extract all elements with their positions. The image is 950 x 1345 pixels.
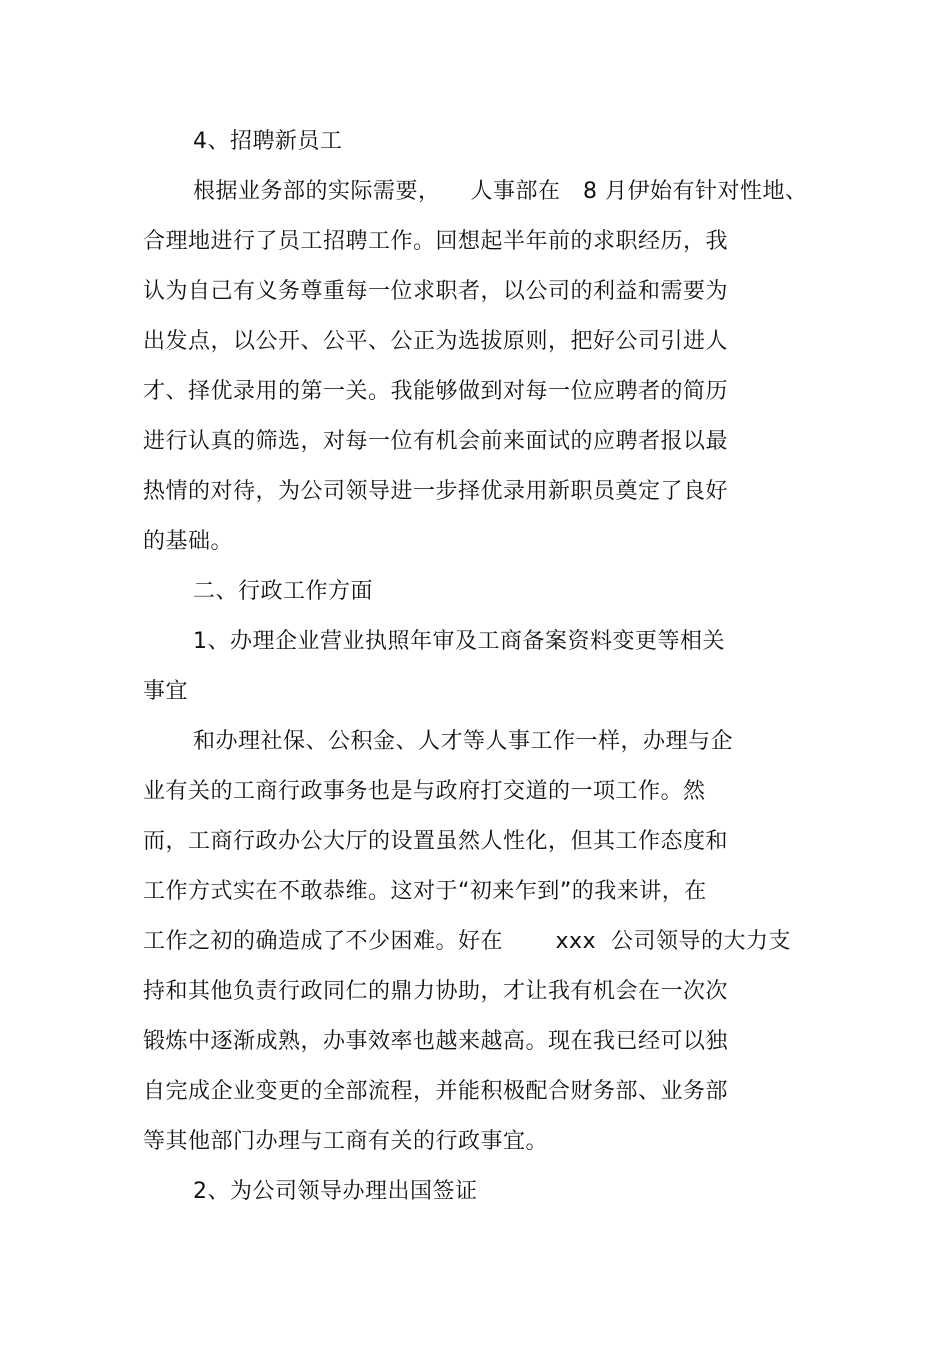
paragraph-line: 进行认真的筛选，对每一位有机会前来面试的应聘者报以最 (143, 429, 729, 454)
heading-visa-processing: 2、为公司领导办理出国签证 (193, 1179, 478, 1204)
paragraph-line: 工作之初的确造成了不少困难。好在 xxx 公司领导的大力支 (143, 929, 791, 954)
paragraph-line: 等其他部门办理与工商有关的行政事宜。 (143, 1129, 549, 1154)
paragraph-line: 而，工商行政办公大厅的设置虽然人性化，但其工作态度和 (143, 829, 729, 854)
heading-administrative-work: 二、行政工作方面 (193, 579, 374, 604)
paragraph-line: 的基础。 (143, 529, 234, 554)
paragraph-line: 热情的对待，为公司领导进一步择优录用新职员奠定了良好 (143, 479, 729, 504)
heading-continuation: 事宜 (143, 679, 189, 704)
paragraph-line: 自完成企业变更的全部流程，并能积极配合财务部、业务部 (143, 1079, 729, 1104)
paragraph-line: 锻炼中逐渐成熟，办事效率也越来越高。现在我已经可以独 (143, 1029, 729, 1054)
paragraph-line: 才、择优录用的第一关。我能够做到对每一位应聘者的简历 (143, 379, 729, 404)
paragraph-line: 业有关的工商行政事务也是与政府打交道的一项工作。然 (143, 779, 706, 804)
paragraph-line: 工作方式实在不敢恭维。这对于“初来乍到”的我来讲，在 (143, 879, 707, 904)
paragraph-line: 根据业务部的实际需要， 人事部在 8 月伊始有针对性地、 (193, 179, 808, 204)
paragraph-line: 出发点，以公开、公平、公正为选拔原则，把好公司引进人 (143, 329, 729, 354)
paragraph-line: 合理地进行了员工招聘工作。回想起半年前的求职经历，我 (143, 229, 729, 254)
paragraph-line: 和办理社保、公积金、人才等人事工作一样，办理与企 (193, 729, 734, 754)
heading-business-license: 1、办理企业营业执照年审及工商备案资料变更等相关 (193, 629, 725, 654)
paragraph-line: 持和其他负责行政同仁的鼎力协助，才让我有机会在一次次 (143, 979, 729, 1004)
paragraph-line: 认为自己有义务尊重每一位求职者，以公司的利益和需要为 (143, 279, 729, 304)
heading-recruit-new-staff: 4、招聘新员工 (193, 129, 343, 154)
